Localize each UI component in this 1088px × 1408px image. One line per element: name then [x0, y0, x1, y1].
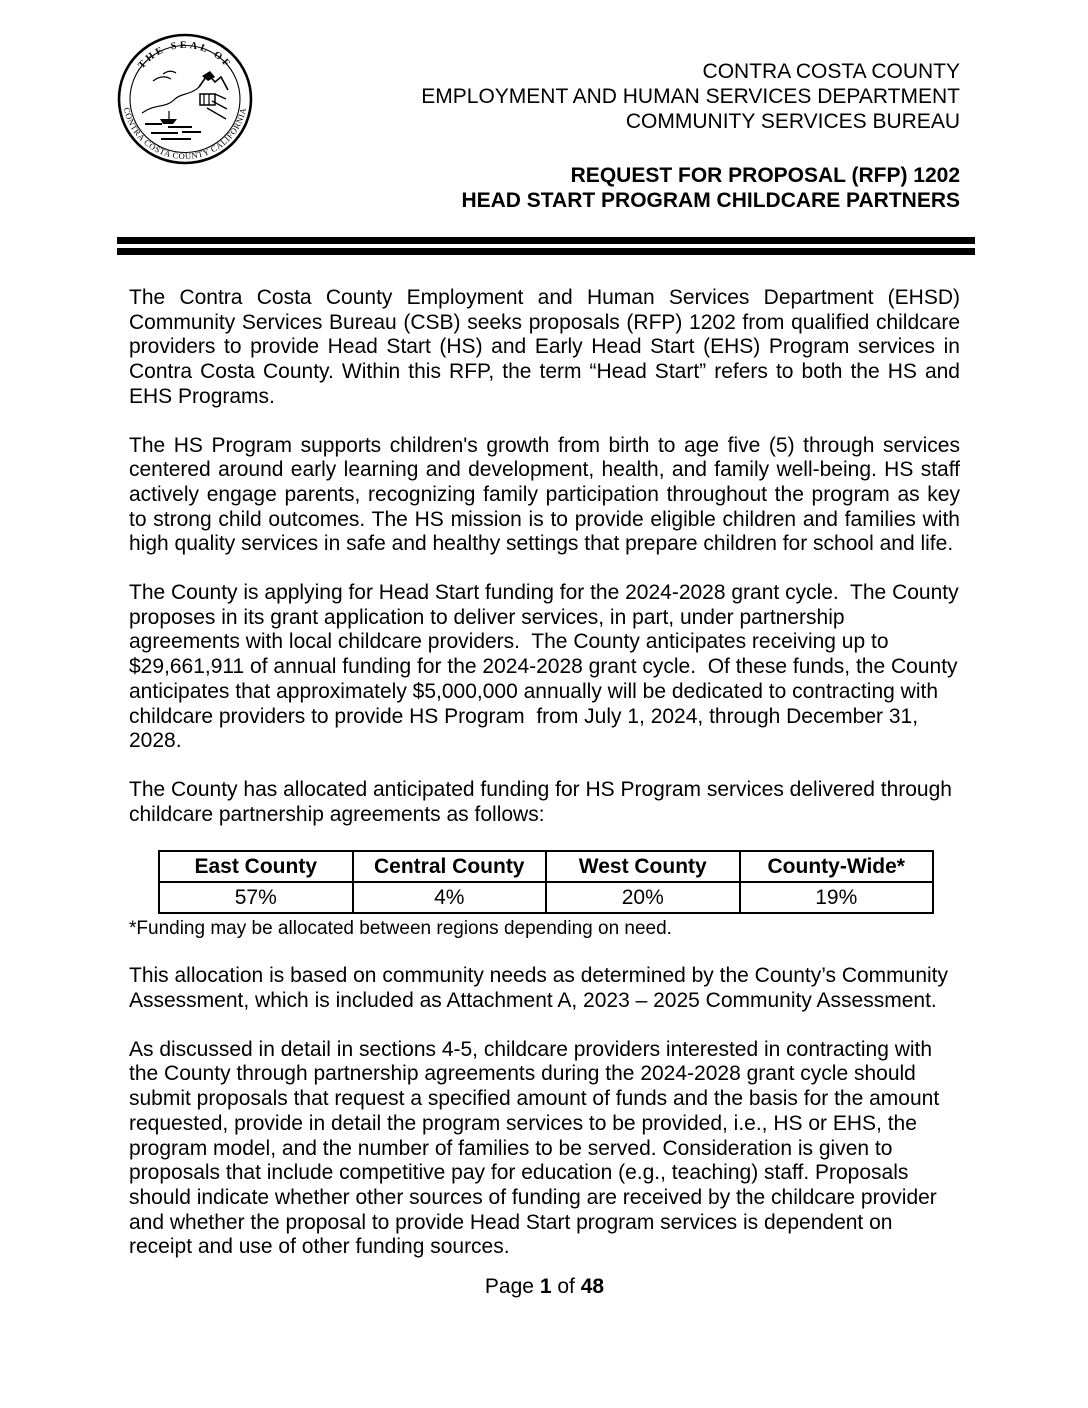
allocation-value-countywide: 19%: [740, 882, 934, 913]
paragraph-hs-program: The HS Program supports children's growth from birth to age five (5) through services centered around early learning and development, health, and family well-being. HS staff actively engage parents, recognizing family participation throughout the program as key to strong child outcomes. The HS mission is to provide eligible children and families with high quality services in safe and healthy settings that prepare children for school and life.: [129, 433, 960, 556]
page-word: Page: [484, 1275, 534, 1299]
divider-bar-top: [117, 237, 975, 244]
divider-double-rule: [117, 237, 975, 255]
rfp-title-block: [129, 163, 960, 213]
divider-bar-bottom: [117, 248, 975, 255]
seal-bottom-text: CONTRA COSTA COUNTY CALIFORNIA: [121, 106, 249, 162]
allocation-table-value-row: [159, 882, 933, 913]
table-footnote: *Funding may be allocated between regions depending on need.: [129, 918, 672, 940]
allocation-value-east: 57%: [159, 882, 353, 913]
county-seal: [116, 32, 254, 166]
allocation-header-west: West County: [546, 851, 740, 882]
allocation-header-countywide: County-Wide*: [740, 851, 934, 882]
seal-top-text: THE SEAL OF: [136, 39, 234, 72]
paragraph-funding: The County is applying for Head Start funding for the 2024-2028 grant cycle. The County proposes in its grant application to deliver services, in part, under partnership agreements with local childcare providers. The County anticipates receiving up to $29,661,911 of annual funding for the 2024-2028 grant cycle. Of these funds, the County anticipates that approximately $5,000,000 annually will be dedicated to contracting with childcare providers to provide HS Program from July 1, 2024, through December 31, 2028.: [129, 581, 965, 753]
allocation-table-header-row: [159, 851, 933, 882]
rfp-title-line-1: REQUEST FOR PROPOSAL (RFP) 1202: [570, 164, 960, 187]
allocation-value-west: 20%: [546, 882, 740, 913]
agency-line-department: EMPLOYMENT AND HUMAN SERVICES DEPARTMENT: [421, 85, 960, 108]
allocation-value-central: 4%: [353, 882, 547, 913]
total-pages: 48: [580, 1275, 605, 1299]
paragraph-allocation-intro: The County has allocated anticipated funding for HS Program services delivered through childcare partnership agreements as follows:: [129, 777, 958, 826]
allocation-table: [158, 850, 934, 914]
page-footer: [129, 1274, 960, 1299]
agency-line-bureau: COMMUNITY SERVICES BUREAU: [625, 110, 960, 133]
paragraph-intro: The Contra Costa County Employment and Human Services Department (EHSD) Community Services Bureau (CSB) seeks proposals (RFP) 1202 from qualified childcare providers to provide Head Start (HS) and Early Head Start (EHS) Program services in Contra Costa County. Within this RFP, the term “Head Start” refers to both the HS and EHS Programs.: [129, 286, 960, 408]
paragraph-community-assessment: This allocation is based on community needs as determined by the County’s Community Assessment, which is included as Attachment A, 2023 – 2025 Community Assessment.: [129, 964, 953, 1013]
of-word: of: [557, 1275, 575, 1299]
allocation-header-central: Central County: [353, 851, 547, 882]
document-body: [129, 286, 965, 1260]
rfp-title-line-2: HEAD START PROGRAM CHILDCARE PARTNERS: [461, 189, 960, 212]
paragraph-proposal-requirements: As discussed in detail in sections 4-5, childcare providers interested in contracting with the County through partnership agreements during the 2024-2028 grant cycle should submit proposals that request a specified amount of funds and the basis for the amount requested, provide in detail the program services to be provided, i.e., HS or EHS, the program model, and the number of families to be served. Consideration is given to proposals that include competitive pay for education (e.g., teaching) staff. Proposals should indicate whether other sources of funding are received by the childcare provider and whether the proposal to provide Head Start program services is dependent on receipt and use of other funding sources.: [129, 1037, 945, 1259]
county-seal-image: [116, 32, 254, 166]
page-number: 1: [539, 1275, 552, 1299]
allocation-header-east: East County: [159, 851, 353, 882]
seal-outer-ring: [119, 35, 251, 163]
agency-line-county: CONTRA COSTA COUNTY: [702, 60, 960, 83]
